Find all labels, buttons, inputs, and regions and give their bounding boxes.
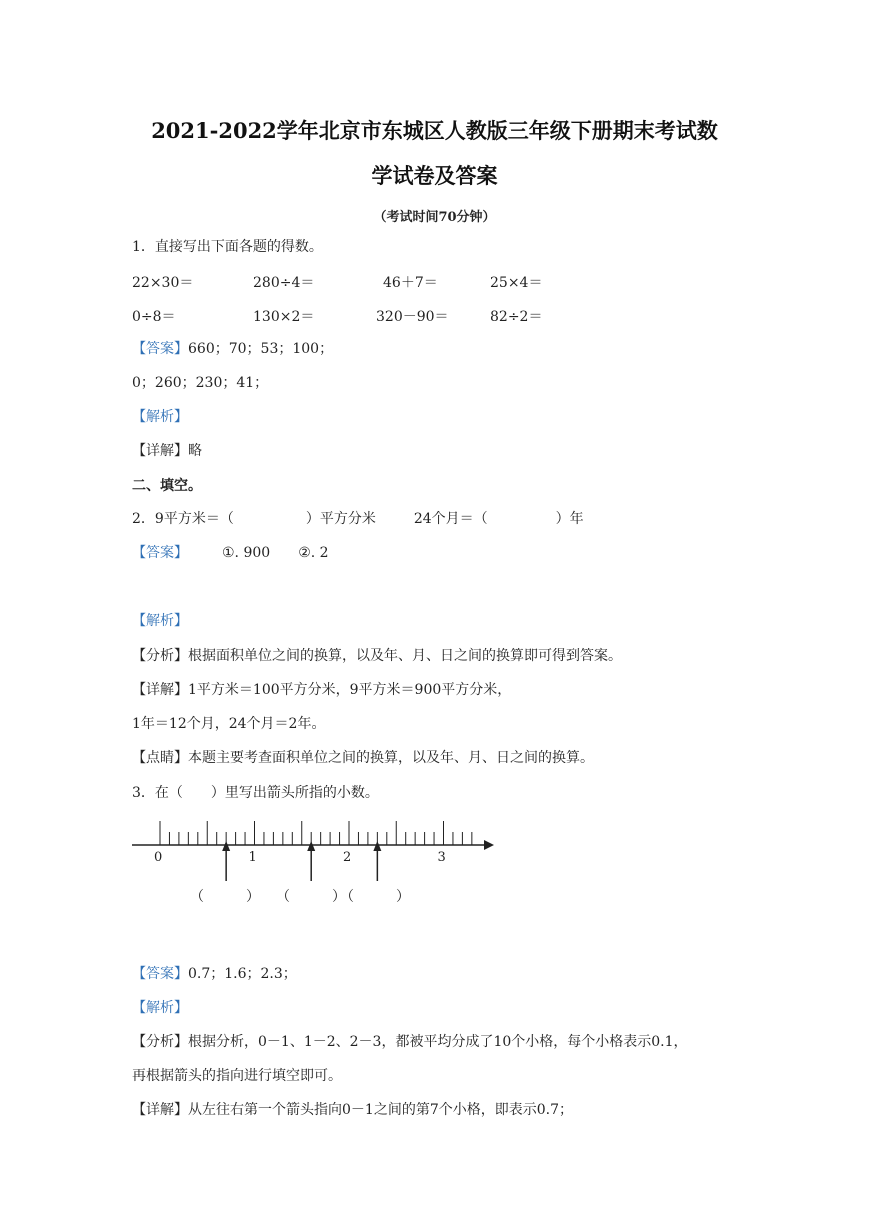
- section-2-heading: 二、填空。: [132, 478, 202, 494]
- answer-tag: 【答案】: [132, 966, 188, 982]
- axis-tick-label: 0: [154, 850, 163, 865]
- detail-tag: 【详解】: [132, 682, 188, 698]
- answer-1: ①. 900: [222, 545, 271, 561]
- answer-tag: 【答案】: [132, 545, 188, 561]
- pointer-arrow-head: [373, 841, 381, 851]
- dianjing-tag: 【点睛】: [132, 750, 188, 766]
- fenxi-tag: 【分析】: [132, 1034, 188, 1050]
- q3-prompt: 3．在（ ）里写出箭头所指的小数。: [132, 785, 379, 801]
- q2-analysis-tag: 【解析】: [132, 613, 188, 629]
- q2-part-a: 2．9平方米＝（: [132, 511, 234, 527]
- q1-item: 46＋7＝: [383, 275, 438, 291]
- answer-tag: 【答案】: [132, 341, 188, 357]
- detail-text: 略: [188, 443, 202, 459]
- q1-item: 22×30＝: [132, 275, 194, 291]
- detail-text: 从左往右第一个箭头指向0－1之间的第7个小格，即表示0.7；: [188, 1102, 573, 1118]
- answer-2: ②. 2: [298, 545, 329, 561]
- document-title-line2: 学试卷及答案: [371, 163, 498, 188]
- q2-part-d: ）年: [555, 511, 584, 527]
- q3-answer: [132, 965, 297, 983]
- axis-tick-label: 2: [343, 850, 352, 865]
- q1-item: 0÷8＝: [132, 309, 176, 325]
- axis-tick-label: 3: [437, 850, 446, 865]
- q1-analysis-tag: 【解析】: [132, 409, 188, 425]
- answer-text: 660；70；53；100；: [188, 341, 334, 357]
- axis-tick-label: 1: [248, 850, 257, 865]
- q1-item: 280÷4＝: [253, 275, 315, 291]
- q1-item: 320－90＝: [376, 309, 449, 325]
- q3-fenxi-line2: 再根据箭头的指向进行填空即可。: [132, 1068, 342, 1084]
- number-line-arrowhead: [484, 840, 494, 850]
- q1-item: 130×2＝: [253, 309, 315, 325]
- dianjing-text: 本题主要考查面积单位之间的换算，以及年、月、日之间的换算。: [188, 750, 594, 766]
- detail-tag: 【详解】: [132, 443, 188, 459]
- q1-item: 25×4＝: [490, 275, 543, 291]
- q3-analysis-tag: 【解析】: [132, 1000, 188, 1016]
- q1-prompt: 1．直接写出下面各题的得数。: [132, 239, 323, 255]
- pointer-arrow-head: [307, 841, 315, 851]
- q3-detail: [132, 1101, 573, 1119]
- fenxi-text: 根据面积单位之间的换算，以及年、月、日之间的换算即可得到答案。: [188, 648, 622, 664]
- fenxi-text: 根据分析，0－1、1－2、2－3，都被平均分成了10个小格，每个小格表示0.1，: [188, 1034, 688, 1050]
- fenxi-tag: 【分析】: [132, 648, 188, 664]
- q3-blank-2: （ ）: [276, 889, 346, 905]
- q3-fenxi: [132, 1033, 688, 1051]
- q2-part-c: 24个月＝（: [413, 511, 488, 527]
- q3-blank-3: （ ）: [340, 889, 410, 905]
- q2-part-b: ）平方分米: [305, 511, 376, 527]
- document-title-line1: 2021-2022学年北京市东城区人教版三年级下册期末考试数: [151, 118, 718, 143]
- q2-detail-line2: 1年＝12个月，24个月＝2年。: [132, 716, 326, 732]
- detail-text: 1平方米＝100平方分米，9平方米＝900平方分米，: [188, 682, 512, 698]
- q1-answer-line2: 0；260；230；41；: [132, 375, 269, 391]
- answer-text: 0.7；1.6；2.3；: [188, 966, 297, 982]
- q1-item: 82÷2＝: [490, 309, 543, 325]
- pointer-arrow-head: [222, 841, 230, 851]
- detail-tag: 【详解】: [132, 1102, 188, 1118]
- exam-time-note: （考试时间70分钟）: [373, 210, 496, 225]
- q3-blank-1: （ ）: [190, 889, 260, 905]
